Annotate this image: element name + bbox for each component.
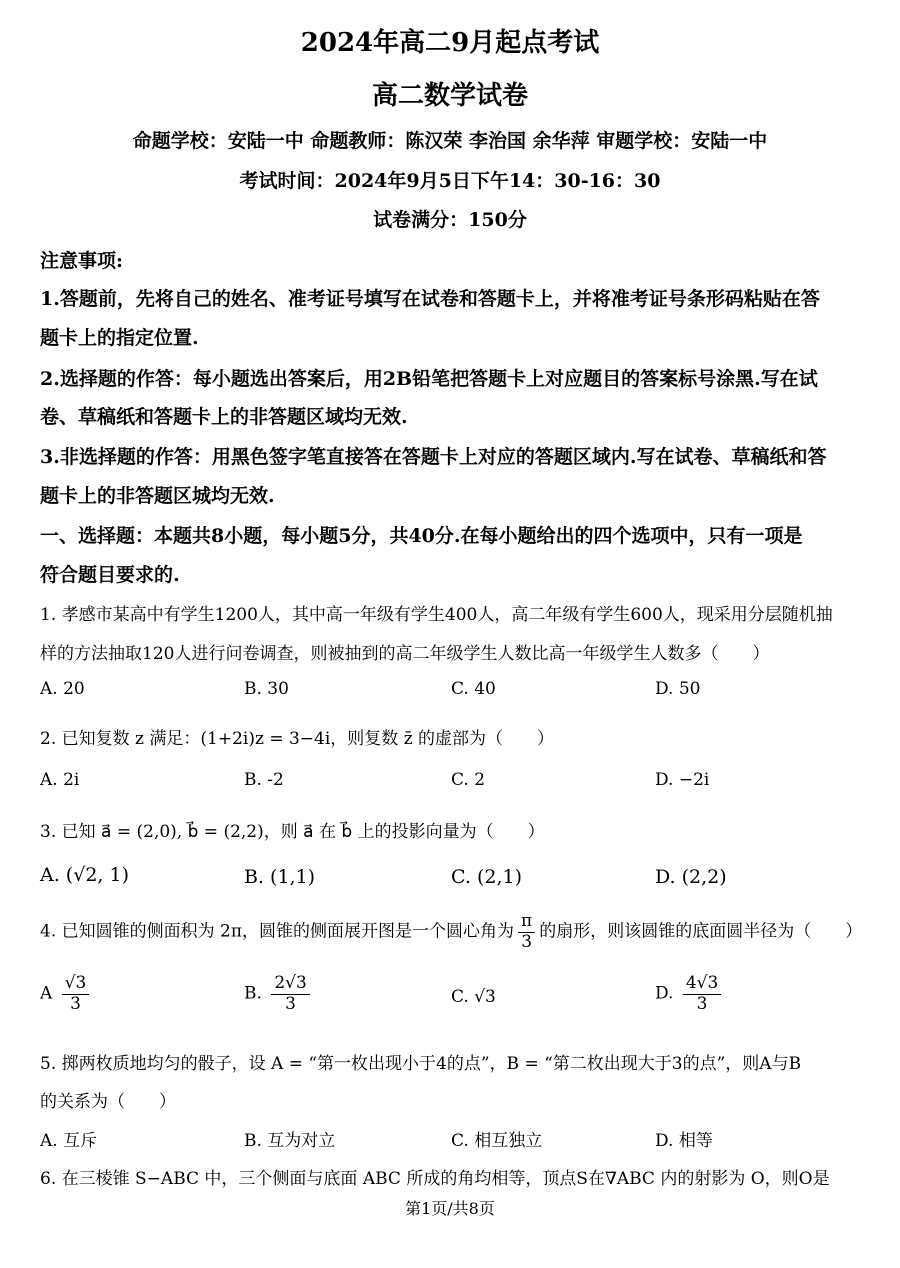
q1-option-d: D. 50 [655, 679, 701, 699]
exam-title: 2024年高二9月起点考试 [300, 28, 600, 58]
q4-text-post: 的扇形，则该圆锥的底面圆半径为（ ） [539, 921, 863, 942]
q4-option-d-fraction [683, 974, 721, 1014]
q4-option-b-fraction [271, 974, 309, 1014]
question-4 [40, 912, 862, 952]
q4-option-d-label: D. [655, 983, 674, 1004]
q4-option-b-num: 2√3 [271, 974, 309, 995]
exam-time: 考试时间：2024年9月5日下午14：30-16：30 [239, 170, 661, 192]
question-6-line-1: 6. 在三棱锥 S−ABC 中，三个侧面与底面 ABC 所成的角均相等，顶点S在∇ABC 内的射影为 O，则O是 [40, 1169, 830, 1189]
q4-fraction-num: π [518, 912, 535, 933]
q4-option-d-num: 4√3 [683, 974, 721, 995]
q4-option-d [655, 974, 725, 1014]
full-score: 试卷满分：150分 [373, 209, 527, 231]
q1-option-a: A. 20 [40, 679, 85, 699]
q4-text-pre: 4. 已知圆锥的侧面积为 2π，圆锥的侧面展开图是一个圆心角为 [40, 921, 515, 942]
section-1-line-1: 一、选择题：本题共8小题，每小题5分，共40分.在每小题给出的四个选项中，只有一项是 [40, 525, 803, 547]
q1-option-c: C. 40 [451, 679, 496, 699]
q4-option-d-den: 3 [696, 993, 708, 1014]
note-3-line-2: 题卡上的非答题区城均无效. [40, 485, 275, 507]
q4-option-a-fraction [62, 974, 90, 1014]
q2-option-a: A. 2i [40, 770, 80, 790]
q4-option-b [244, 974, 314, 1014]
q4-option-a-num: √3 [62, 974, 90, 995]
notes-heading: 注意事项: [40, 250, 124, 272]
q4-fraction [518, 912, 535, 952]
q1-option-b: B. 30 [244, 679, 289, 699]
q5-option-b: B. 互为对立 [244, 1131, 336, 1151]
q5-option-c: C. 相互独立 [451, 1131, 543, 1151]
question-2: 2. 已知复数 z 满足：(1+2i)z = 3−4i，则复数 z̄ 的虚部为（ ） [40, 729, 555, 749]
q3-option-a: A. (√2, 1) [40, 864, 129, 886]
authors-line: 命题学校：安陆一中 命题教师：陈汉荣 李治国 余华萍 审题学校：安陆一中 [132, 130, 768, 152]
q4-option-c [451, 987, 496, 1007]
page-footer: 第1页/共8页 [405, 1199, 495, 1218]
question-5-line-2: 的关系为（ ） [40, 1092, 176, 1112]
q2-option-c: C. 2 [451, 770, 486, 790]
question-1-line-2: 样的方法抽取120人进行问卷调查，则被抽到的高二年级学生人数比高一年级学生人数多（ ） [40, 644, 770, 664]
q4-option-a-den: 3 [70, 993, 81, 1014]
note-1-line-1: 1.答题前，先将自己的姓名、准考证号填写在试卷和答题卡上，并将准考证号条形码粘贴在答 [40, 288, 820, 310]
question-5-line-1: 5. 掷两枚质地均匀的骰子，设 A = “第一枚出现小于4的点”，B = “第二枚出现大于3的点”，则A与B [40, 1054, 802, 1074]
q4-option-b-label: B. [244, 983, 262, 1004]
q5-option-a: A. 互斥 [40, 1131, 98, 1151]
q4-option-c-label: C. [451, 987, 469, 1007]
q2-option-b: B. -2 [244, 770, 284, 790]
q2-option-d: D. −2i [655, 770, 710, 790]
q4-option-c-value: √3 [474, 987, 496, 1007]
note-1-line-2: 题卡上的指定位置. [40, 327, 199, 349]
note-2-line-2: 卷、草稿纸和答题卡上的非答题区域均无效. [40, 406, 408, 428]
question-1-line-1: 1. 孝感市某高中有学生1200人，其中高一年级有学生400人，高二年级有学生600人，现采用分层随机抽 [40, 605, 833, 625]
note-3-line-1: 3.非选择题的作答：用黑色签字笔直接答在答题卡上对应的答题区域内.写在试卷、草稿纸和答 [40, 446, 827, 468]
q3-option-c: C. (2,1) [451, 866, 522, 888]
q4-fraction-den: 3 [521, 931, 533, 952]
q3-option-b: B. (1,1) [244, 866, 316, 888]
exam-subtitle: 高二数学试卷 [371, 81, 528, 111]
note-2-line-1: 2.选择题的作答：每小题选出答案后，用2B铅笔把答题卡上对应题目的答案标号涂黑.写在试 [40, 368, 818, 390]
question-3: 3. 已知 a⃗ = (2,0), b⃗ = (2,2)，则 a⃗ 在 b⃗ 上的投影向量为（ ） [40, 822, 545, 842]
q4-option-b-den: 3 [285, 993, 296, 1014]
q4-option-a [40, 974, 93, 1014]
q5-option-d: D. 相等 [655, 1131, 713, 1151]
section-1-line-2: 符合题目要求的. [40, 564, 180, 586]
q4-option-a-label: A [40, 983, 53, 1004]
q3-option-d: D. (2,2) [655, 866, 727, 888]
